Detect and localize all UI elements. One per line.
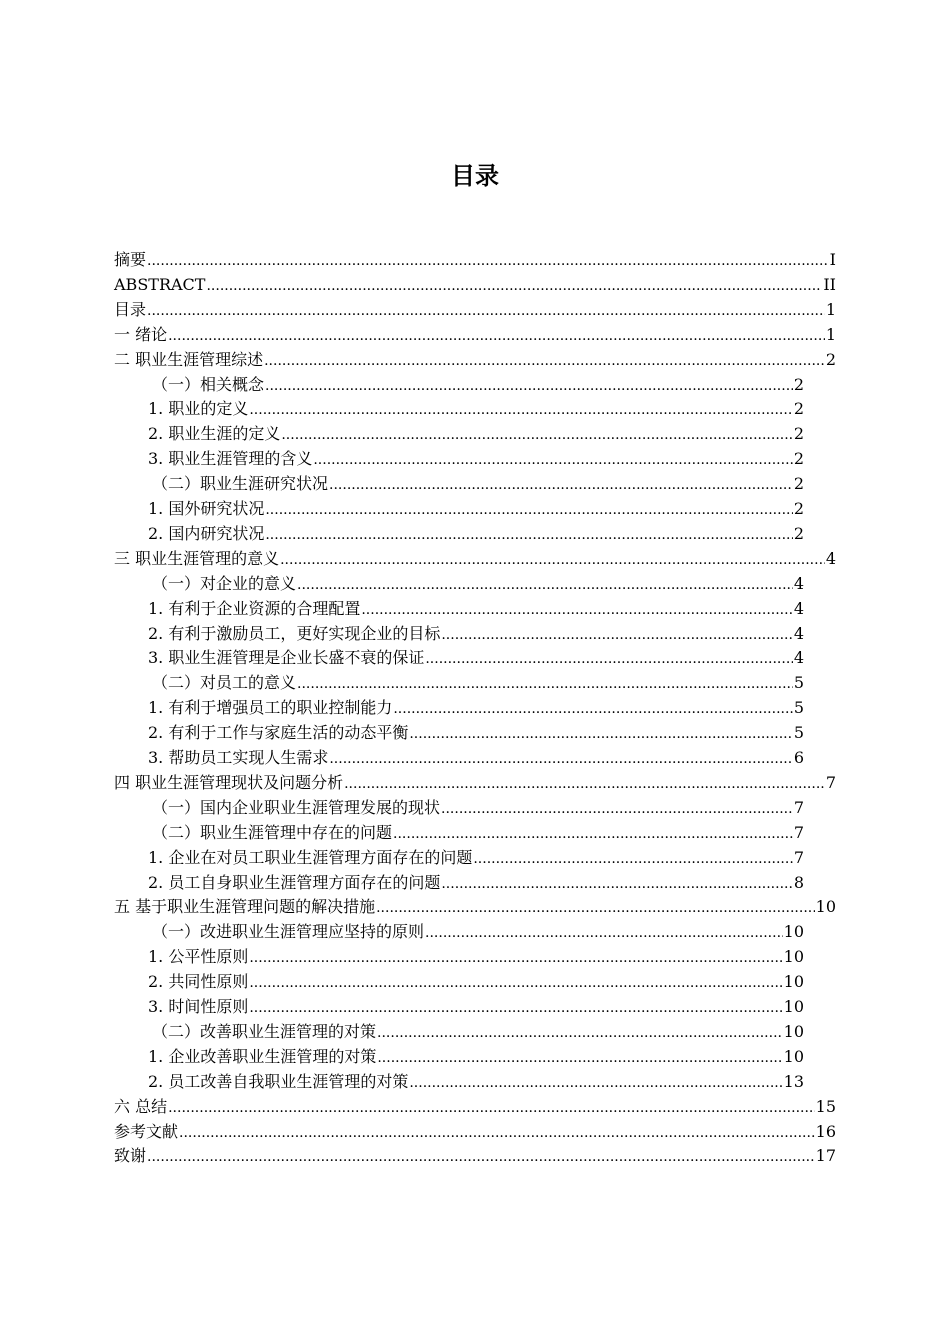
toc-entry-label: 1. 有利于企业资源的合理配置 <box>148 598 361 618</box>
toc-dot-leader <box>313 448 792 472</box>
toc-dot-leader <box>409 722 792 746</box>
toc-entry-label: 2. 员工自身职业生涯管理方面存在的问题 <box>148 872 441 892</box>
toc-entry[interactable] <box>148 1045 804 1069</box>
toc-entry-label: 2. 职业生涯的定义 <box>148 424 281 444</box>
toc-entry-label: 2. 共同性原则 <box>148 972 249 992</box>
toc-dot-leader <box>249 971 782 995</box>
toc-entry[interactable] <box>148 920 804 944</box>
toc-entry[interactable] <box>148 995 804 1019</box>
toc-dot-leader <box>473 847 792 871</box>
toc-entry-label: （一）相关概念 <box>152 374 265 394</box>
toc-dot-leader <box>329 747 792 771</box>
toc-entry-label: 3. 职业生涯管理的含义 <box>148 449 313 469</box>
toc-entry[interactable] <box>148 472 804 496</box>
toc-dot-leader <box>441 623 792 647</box>
toc-entry-page-number: 2 <box>793 449 804 469</box>
toc-entry-label: 1. 企业在对员工职业生涯管理方面存在的问题 <box>148 847 473 867</box>
toc-entry[interactable] <box>148 373 804 397</box>
toc-dot-leader <box>179 1121 815 1145</box>
toc-dot-leader <box>265 374 793 398</box>
toc-entry-label: （二）对员工的意义 <box>152 673 297 693</box>
toc-dot-leader <box>344 772 825 796</box>
toc-dot-leader <box>265 523 792 547</box>
toc-entry-label: 1. 职业的定义 <box>148 399 249 419</box>
toc-dot-leader <box>168 324 825 348</box>
toc-entry-label: （二）职业生涯管理中存在的问题 <box>152 822 393 842</box>
toc-entry-label: 参考文献 <box>114 1121 179 1141</box>
toc-entry[interactable] <box>148 572 804 596</box>
toc-entry[interactable] <box>114 348 836 372</box>
toc-entry-page-number: 4 <box>793 573 804 593</box>
toc-dot-leader <box>297 672 793 696</box>
toc-entry-page-number: 4 <box>793 648 804 668</box>
toc-entry-label: （一）改进职业生涯管理应坚持的原则 <box>152 922 425 942</box>
toc-dot-leader <box>280 548 825 572</box>
toc-entry-label: 1. 有利于增强员工的职业控制能力 <box>148 698 393 718</box>
toc-entry-page-number: 17 <box>815 1146 836 1166</box>
toc-entry-page-number: 6 <box>793 748 804 767</box>
toc-entry[interactable] <box>148 945 804 969</box>
toc-entry[interactable] <box>114 1120 836 1144</box>
toc-entry-label: 二 职业生涯管理综述 <box>114 349 264 369</box>
toc-entry[interactable] <box>148 721 804 745</box>
toc-dot-leader <box>147 1145 815 1169</box>
toc-dot-leader <box>425 647 792 671</box>
toc-entry-page-number: 2 <box>793 424 804 444</box>
toc-entry-label: 致谢 <box>114 1146 147 1166</box>
toc-entry-page-number: 5 <box>793 723 804 743</box>
toc-entry[interactable] <box>148 397 804 421</box>
toc-entry[interactable] <box>114 547 836 571</box>
toc-dot-leader <box>281 423 792 447</box>
toc-entry-page-number: 5 <box>793 698 804 718</box>
toc-entry-label: 一 绪论 <box>114 324 168 344</box>
toc-entry-page-number: 7 <box>825 772 836 792</box>
toc-entry-label: （二）改善职业生涯管理的对策 <box>152 1021 377 1041</box>
toc-entry-label: 2. 员工改善自我职业生涯管理的对策 <box>148 1071 409 1091</box>
toc-entry-page-number: 10 <box>783 1046 804 1066</box>
toc-entry[interactable] <box>148 447 804 471</box>
toc-dot-leader <box>409 1071 782 1095</box>
toc-dot-leader <box>425 921 783 945</box>
toc-entry-label: 2. 有利于激励员工，更好实现企业的目标 <box>148 623 441 643</box>
toc-entry[interactable] <box>114 273 836 297</box>
toc-entry[interactable] <box>114 298 836 322</box>
toc-entry-page-number: 10 <box>783 947 804 967</box>
toc-entry[interactable] <box>148 522 804 546</box>
toc-entry-label: （一）对企业的意义 <box>152 573 297 593</box>
toc-dot-leader <box>361 598 792 622</box>
toc-entry-label: 三 职业生涯管理的意义 <box>114 548 280 568</box>
toc-dot-leader <box>265 498 792 522</box>
toc-entry-label: ABSTRACT <box>114 274 206 294</box>
toc-entry-page-number: 10 <box>783 997 804 1016</box>
toc-entry-label: 摘要 <box>114 250 147 269</box>
toc-dot-leader <box>329 473 793 497</box>
toc-entry[interactable] <box>114 771 836 795</box>
toc-entry-page-number: 7 <box>793 822 804 842</box>
toc-entry-page-number: 4 <box>793 623 804 643</box>
toc-entry-page-number: 7 <box>793 797 804 817</box>
toc-entry-label: 目录 <box>114 299 147 319</box>
toc-entry[interactable] <box>148 796 804 820</box>
toc-entry-page-number: 2 <box>793 474 804 494</box>
toc-entry-label: 3. 职业生涯管理是企业长盛不衰的保证 <box>148 648 425 668</box>
toc-dot-leader <box>249 398 792 422</box>
toc-dot-leader <box>264 349 825 373</box>
toc-dot-leader <box>393 697 792 721</box>
toc-entry-label: 2. 有利于工作与家庭生活的动态平衡 <box>148 723 409 743</box>
toc-entry[interactable] <box>148 696 804 720</box>
toc-entry-page-number: 7 <box>793 847 804 867</box>
toc-dot-leader <box>377 1021 783 1045</box>
toc-entry-label: 1. 国外研究状况 <box>148 499 265 518</box>
toc-dot-leader <box>297 573 793 597</box>
toc-entry-page-number: 2 <box>793 374 804 394</box>
toc-dot-leader <box>168 1096 815 1120</box>
toc-entry[interactable] <box>148 671 804 695</box>
toc-dot-leader <box>377 1046 782 1070</box>
toc-entry[interactable] <box>148 1020 804 1044</box>
toc-entry[interactable] <box>114 895 836 919</box>
toc-entry-page-number: 13 <box>783 1071 804 1091</box>
toc-entry-page-number: 10 <box>815 897 836 917</box>
toc-entry[interactable] <box>114 248 836 272</box>
toc-entry[interactable] <box>148 746 804 770</box>
toc-entry-page-number: 16 <box>815 1121 836 1141</box>
toc-entry[interactable] <box>148 970 804 994</box>
toc-dot-leader <box>147 299 825 323</box>
toc-entry-label: 1. 企业改善职业生涯管理的对策 <box>148 1046 377 1066</box>
toc-entry-label: 1. 公平性原则 <box>148 947 249 967</box>
toc-entry-label: 五 基于职业生涯管理问题的解决措施 <box>114 897 376 917</box>
toc-entry-page-number: 2 <box>825 349 836 369</box>
toc-entry-label: 六 总结 <box>114 1096 168 1116</box>
toc-entry[interactable] <box>148 846 804 870</box>
toc-dot-leader <box>441 797 793 821</box>
toc-entry-page-number: 1 <box>825 299 836 319</box>
toc-entry-label: （二）职业生涯研究状况 <box>152 474 329 494</box>
toc-entry[interactable] <box>148 821 804 845</box>
toc-entry[interactable] <box>148 597 804 621</box>
toc-entry-page-number: 10 <box>783 972 804 992</box>
toc-dot-leader <box>376 896 815 920</box>
toc-entry-page-number: 4 <box>793 598 804 618</box>
toc-entry-page-number: 4 <box>825 548 836 568</box>
toc-entry-page-number: 2 <box>793 523 804 543</box>
toc-entry-label: 四 职业生涯管理现状及问题分析 <box>114 772 344 792</box>
toc-dot-leader <box>441 872 792 896</box>
toc-entry-label: 3. 帮助员工实现人生需求 <box>148 748 329 767</box>
toc-entry-page-number: 10 <box>783 1021 804 1041</box>
toc-entry-label: （一）国内企业职业生涯管理发展的现状 <box>152 797 441 817</box>
toc-entry[interactable] <box>148 871 804 895</box>
toc-entry[interactable] <box>148 497 804 521</box>
toc-entry-page-number: 15 <box>815 1096 836 1116</box>
toc-dot-leader <box>393 822 793 846</box>
toc-entry-page-number: I <box>829 250 836 269</box>
toc-dot-leader <box>147 249 829 273</box>
toc-entry-page-number: 1 <box>825 324 836 344</box>
toc-dot-leader <box>249 996 782 1020</box>
toc-entry-page-number: 8 <box>793 872 804 892</box>
toc-entry[interactable] <box>114 323 836 347</box>
toc-dot-leader <box>249 946 782 970</box>
toc-entry[interactable] <box>148 1070 804 1094</box>
toc-entry[interactable] <box>114 1144 836 1168</box>
page-title: 目录 <box>451 162 499 190</box>
toc-entry-page-number: 2 <box>793 399 804 419</box>
toc-dot-leader <box>206 274 822 298</box>
toc-entry-page-number: II <box>823 274 836 294</box>
toc-entry[interactable] <box>114 1095 836 1119</box>
toc-entry[interactable] <box>148 422 804 446</box>
toc-entry-label: 2. 国内研究状况 <box>148 523 265 543</box>
toc-entry-page-number: 5 <box>793 673 804 693</box>
toc-entry[interactable] <box>148 646 804 670</box>
toc-entry-label: 3. 时间性原则 <box>148 997 249 1016</box>
toc-entry[interactable] <box>148 622 804 646</box>
toc-entry-page-number: 2 <box>793 499 804 518</box>
toc-entry-page-number: 10 <box>783 922 804 942</box>
